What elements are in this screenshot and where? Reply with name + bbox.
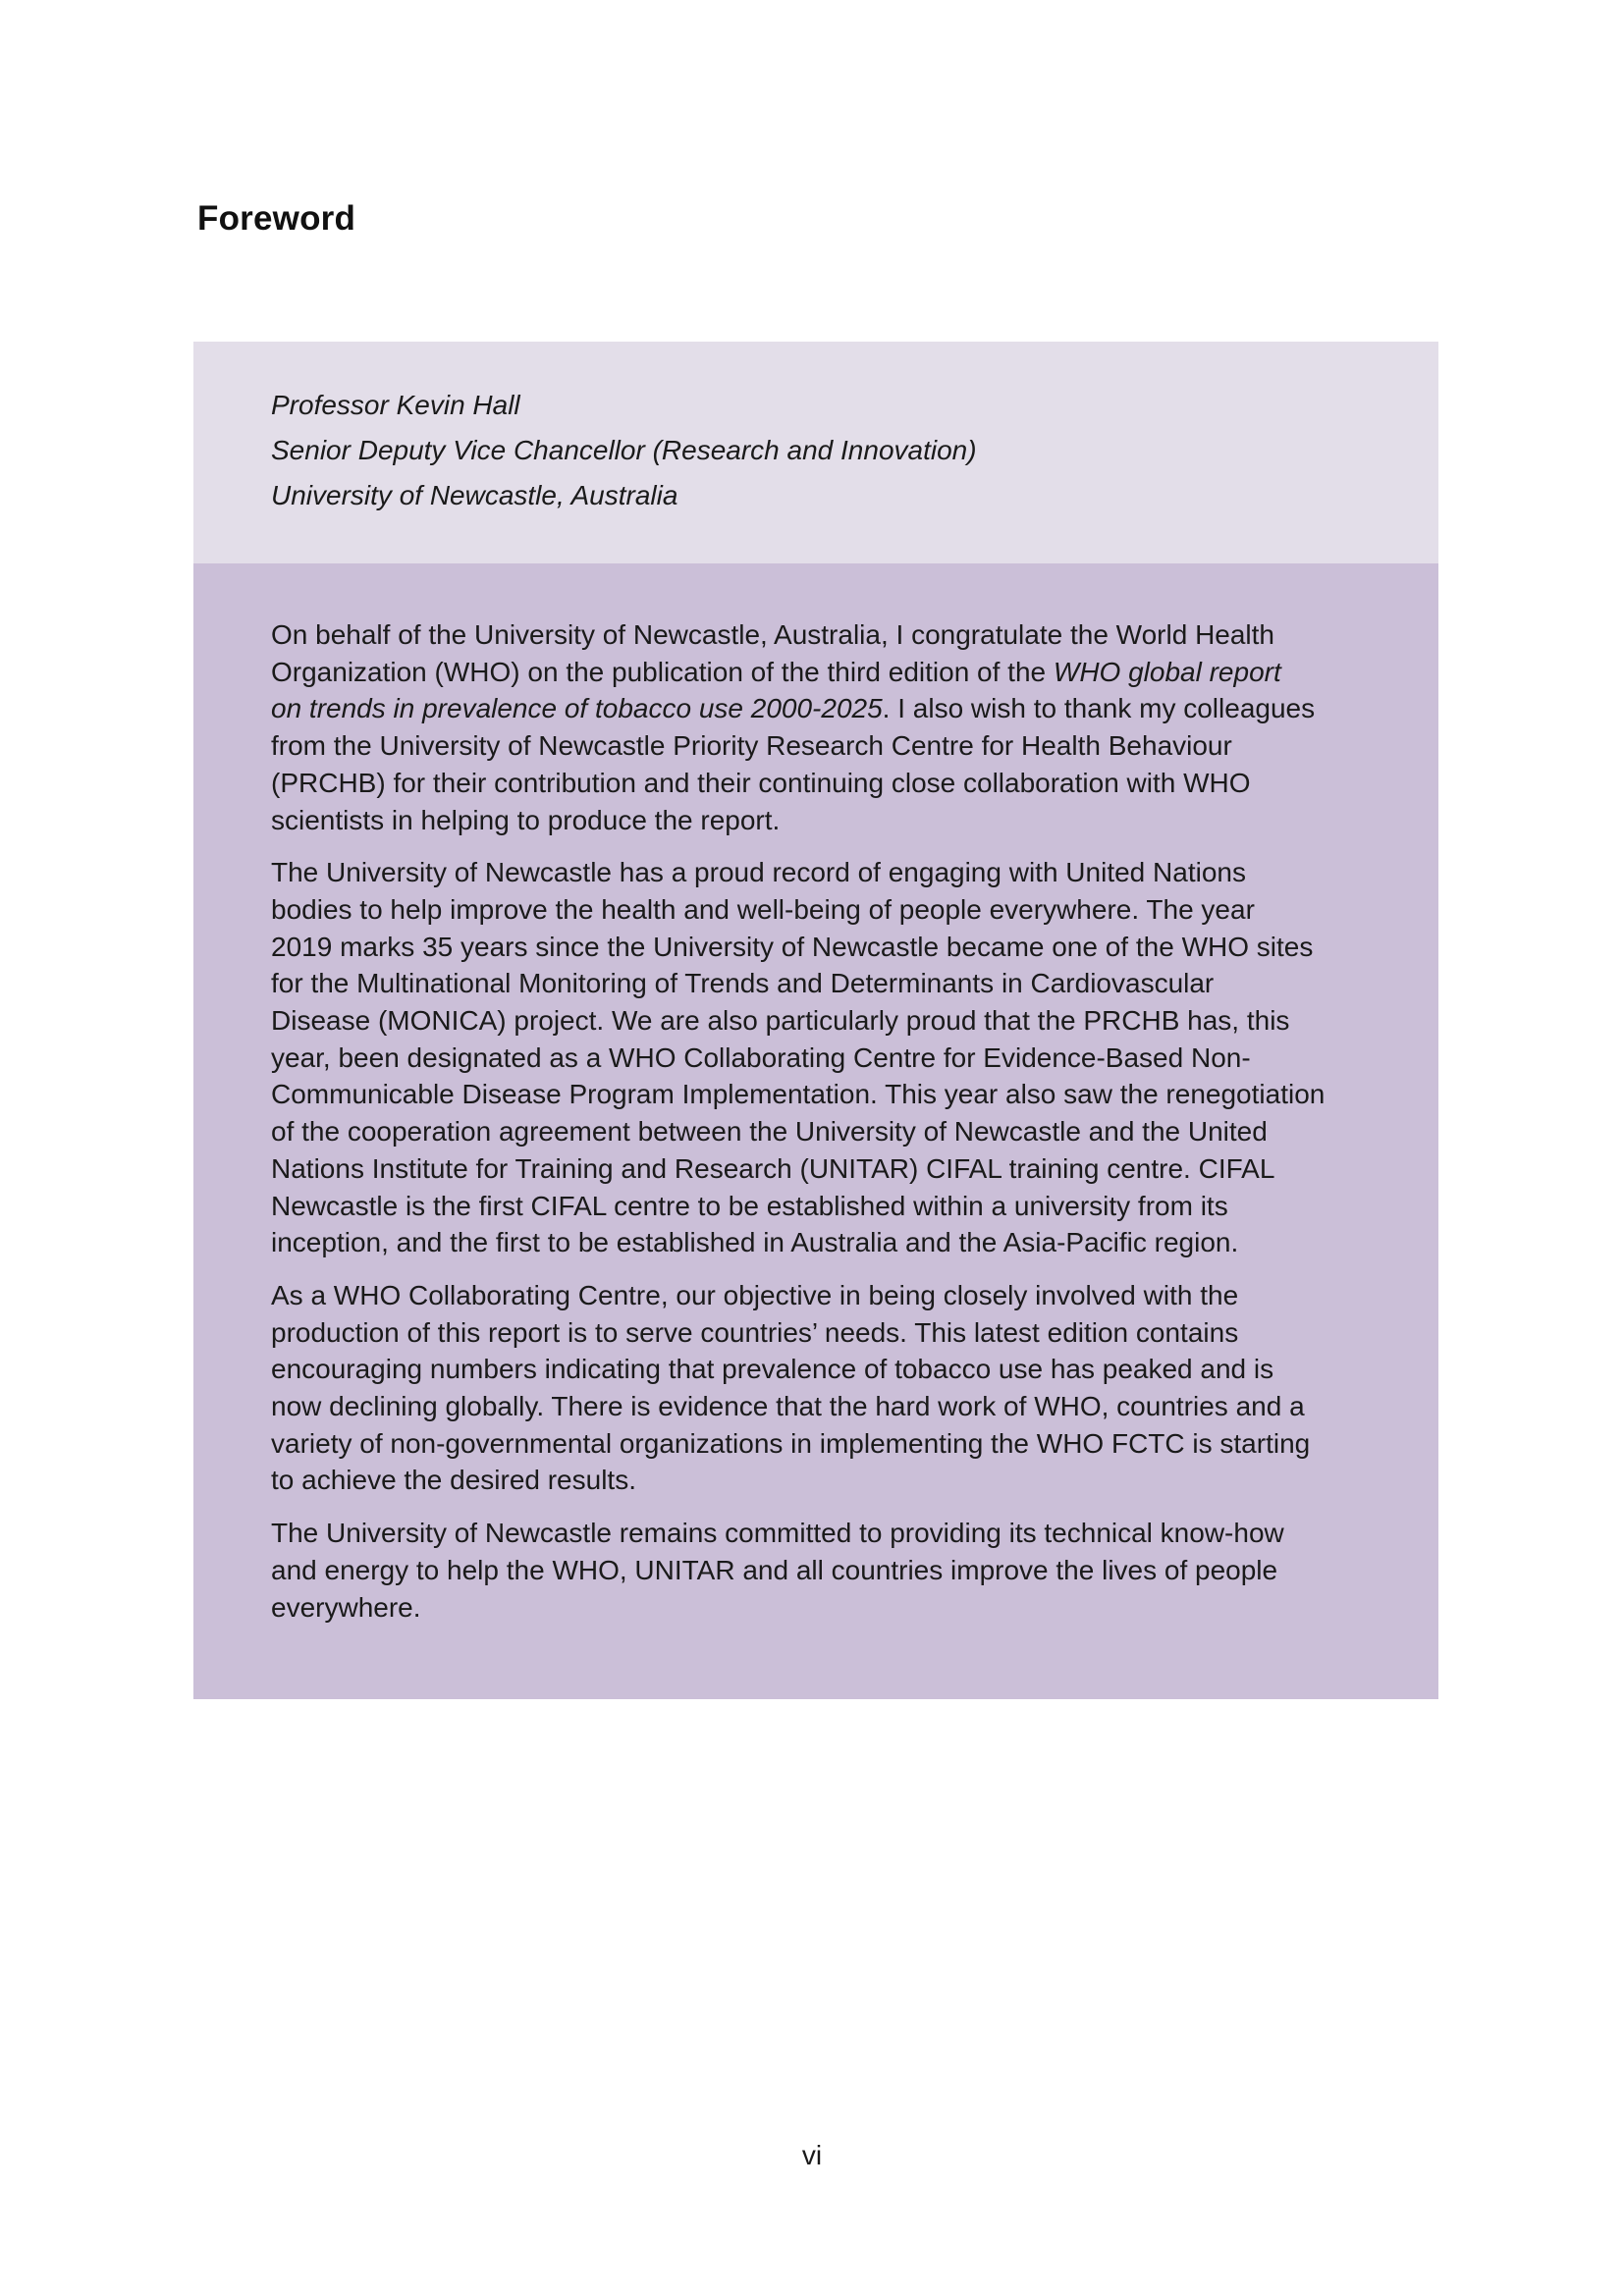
paragraph-line: and energy to help the WHO, UNITAR and all countries improve the lives of people (271, 1554, 1278, 1585)
author-block (271, 383, 977, 518)
paragraph-line: As a WHO Collaborating Centre, our objective in being closely involved with the (271, 1279, 1239, 1310)
paragraph-line: now declining globally. There is evidence that the hard work of WHO, countries and a (271, 1391, 1305, 1422)
paragraph-line (271, 690, 1351, 727)
paragraph-line: Communicable Disease Program Implementation. This year also saw the renegotiation (271, 1079, 1326, 1110)
paragraph-line: inception, and the first to be established in Australia and the Asia-Pacific region. (271, 1227, 1239, 1258)
paragraph-line: of the cooperation agreement between the University of Newcastle and the United (271, 1116, 1268, 1148)
paragraph-line: encouraging numbers indicating that prevalence of tobacco use has peaked and is (271, 1354, 1274, 1385)
paragraph-text: . I also wish to thank my colleagues (882, 693, 1316, 724)
author-position: Senior Deputy Vice Chancellor (Research and Innovation) (271, 435, 977, 465)
paragraph-line: production of this report is to serve countries’ needs. This latest edition contains (271, 1316, 1239, 1348)
foreword-body (271, 616, 1351, 1641)
paragraph-line: Nations Institute for Training and Research (UNITAR) CIFAL training centre. CIFAL (271, 1152, 1275, 1184)
paragraph-line: (PRCHB) for their contribution and their continuing close collaboration with WHO (271, 767, 1251, 798)
paragraph-line: for the Multinational Monitoring of Trends and Determinants in Cardiovascular (271, 968, 1215, 999)
paragraph-line: year, been designated as a WHO Collaborating Centre for Evidence-Based Non- (271, 1041, 1251, 1073)
report-title-part-2: on trends in prevalence of tobacco use 2000-2025 (271, 693, 883, 724)
foreword-body-box (193, 563, 1438, 1699)
author-institution: University of Newcastle, Australia (271, 480, 678, 510)
report-title-part-1: WHO global report (1053, 656, 1281, 687)
paragraph-line: The University of Newcastle has a proud record of engaging with United Nations (271, 857, 1246, 888)
paragraph-line: 2019 marks 35 years since the University of Newcastle became one of the WHO sites (271, 931, 1314, 962)
paragraph-line: Disease (MONICA) project. We are also particularly proud that the PRCHB has, this (271, 1005, 1290, 1037)
paragraph-line: The University of Newcastle remains committed to providing its technical know-how (271, 1518, 1284, 1549)
paragraph-text: Organization (WHO) on the publication of the third edition of the (271, 656, 1054, 687)
paragraph-line: everywhere. (271, 1591, 421, 1623)
paragraph-1 (271, 616, 1351, 838)
paragraph-3 (271, 1277, 1351, 1499)
paragraph-4 (271, 1515, 1351, 1626)
paragraph-line: variety of non-governmental organizations in implementing the WHO FCTC is starting (271, 1427, 1311, 1459)
author-name: Professor Kevin Hall (271, 390, 520, 420)
page-number: vi (801, 2140, 823, 2170)
paragraph-line: from the University of Newcastle Priority Research Centre for Health Behaviour (271, 730, 1232, 762)
paragraph-line: to achieve the desired results. (271, 1465, 636, 1496)
paragraph-line: scientists in helping to produce the report. (271, 804, 781, 835)
paragraph-line (271, 654, 1351, 691)
paragraph-line: bodies to help improve the health and well-being of people everywhere. The year (271, 893, 1255, 925)
paragraph-2 (271, 854, 1351, 1261)
paragraph-line: On behalf of the University of Newcastle, Australia, I congratulate the World Health (271, 619, 1274, 650)
author-box (193, 342, 1438, 563)
paragraph-line: Newcastle is the first CIFAL centre to be established within a university from its (271, 1190, 1228, 1221)
page-title: Foreword (197, 199, 356, 238)
